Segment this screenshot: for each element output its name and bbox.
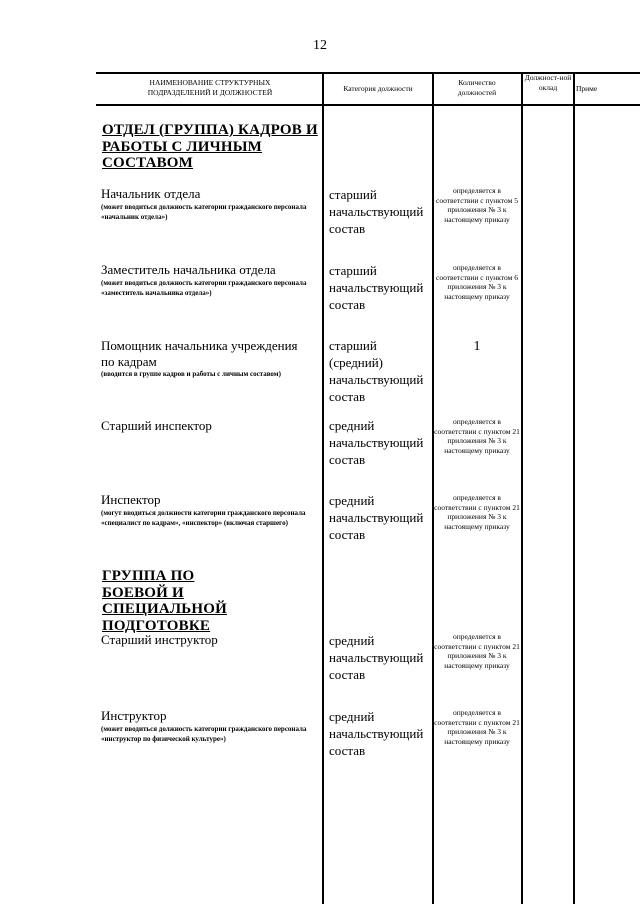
position-category: средний начальствующий состав: [329, 418, 424, 467]
header-quantity: Количество должностей: [457, 78, 497, 97]
position-quantity: определяется в соответствии с пунктом 21 приложения № 3 к настоящему приказу: [434, 493, 520, 531]
column-divider-salary: [573, 72, 575, 904]
position-note: (может вводиться должность категории гражданского персонала «заместитель начальника отдела»): [101, 279, 307, 297]
position-title: Помощник начальника учреждения по кадрам: [101, 338, 298, 369]
position-note: (может вводиться должность категории гражданского персонала «инструктор по физической культуре»): [101, 725, 307, 743]
position-quantity: определяется в соответствии с пунктом 21 приложения № 3 к настоящему приказу: [434, 632, 520, 670]
header-category: Категория должности: [343, 84, 413, 93]
section-title-personnel: ОТДЕЛ (ГРУППА) КАДРОВ И РАБОТЫ С ЛИЧНЫМ СОСТАВОМ: [102, 122, 318, 171]
position-category: средний начальствующий состав: [329, 493, 424, 542]
page-number: 12: [313, 38, 327, 53]
position-category: старший начальствующий состав: [329, 263, 424, 312]
position-quantity: определяется в соответствии с пунктом 6 приложения № 3 к настоящему приказу: [436, 263, 518, 301]
position-quantity: определяется в соответствии с пунктом 5 приложения № 3 к настоящему приказу: [436, 186, 518, 224]
header-name: НАИМЕНОВАНИЕ СТРУКТУРНЫХ ПОДРАЗДЕЛЕНИЙ И ДОЛЖНОСТЕЙ: [147, 78, 273, 97]
header-salary: Должност-ной оклад: [524, 73, 572, 92]
position-note: (может вводиться должность категории гражданского персонала «начальник отдела»): [101, 203, 307, 221]
position-title: Старший инструктор: [101, 632, 218, 647]
position-quantity: определяется в соответствии с пунктом 21 приложения № 3 к настоящему приказу: [434, 417, 520, 455]
position-quantity: 1: [473, 339, 481, 354]
position-category: старший начальствующий состав: [329, 187, 424, 236]
position-title: Инструктор: [101, 708, 167, 723]
position-title: Инспектор: [101, 492, 161, 507]
section-title-training: ГРУППА ПО БОЕВОЙ И СПЕЦИАЛЬНОЙ ПОДГОТОВКЕ: [102, 568, 227, 634]
position-title: Старший инспектор: [101, 418, 212, 433]
position-category: средний начальствующий состав: [329, 709, 424, 758]
table-header-bottom-rule: [96, 104, 640, 106]
column-divider-quantity: [521, 72, 523, 904]
position-category: средний начальствующий состав: [329, 633, 424, 682]
header-note: Приме: [576, 84, 598, 93]
position-note: (вводится в группе кадров и работы с личным составом): [101, 370, 281, 378]
position-title: Начальник отдела: [101, 186, 201, 201]
position-quantity: определяется в соответствии с пунктом 21 приложения № 3 к настоящему приказу: [434, 708, 520, 746]
position-note: (могут вводиться должности категории гражданского персонала «специалист по кадрам», «инспектор» (включая старшего): [101, 509, 306, 527]
position-title: Заместитель начальника отдела: [101, 262, 276, 277]
position-category: старший (средний) начальствующий состав: [329, 338, 424, 404]
